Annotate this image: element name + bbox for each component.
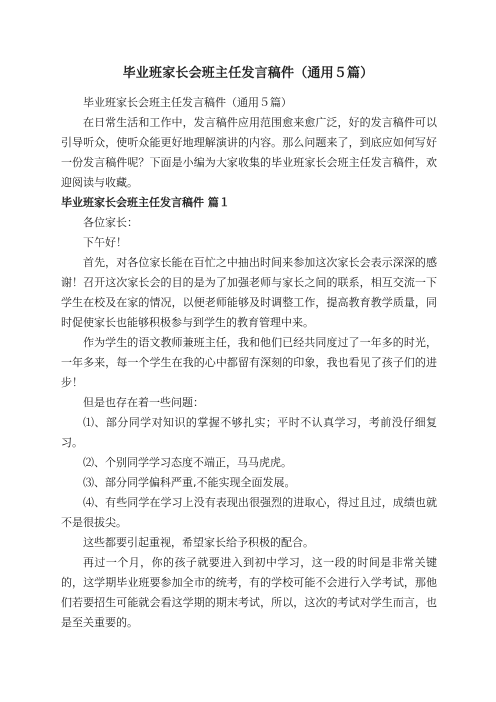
subtitle-paragraph: 毕业班家长会班主任发言稿件（通用５篇） — [83, 96, 292, 109]
salutation: 各位家长： — [83, 216, 138, 229]
body-paragraph: 作为学生的语文教师兼班主任，我和他们已经共同度过了一年多的时光，一年多来，每一个学生在我的心中都留有深刻的印象，我也看见了孩子们的进步！ — [61, 336, 437, 389]
body-paragraph: 但是也存在着一些问题： — [83, 396, 204, 409]
document-title: 毕业班家长会班主任发言稿件（通用５篇） — [122, 66, 374, 81]
body-paragraph: 再过一个月，你的孩子就要进入到初中学习，这一段的时间是非常关键的，这学期毕业班要参加全市的统考，有的学校可能不会进行入学考试，那他们若要招生可能就会看这学期的期末考试，所以，这次的考试对学生而言，也是至关重要的。 — [61, 556, 437, 629]
document-body — [61, 93, 437, 633]
body-paragraph: 首先，对各位家长能在百忙之中抽出时间来参加这次家长会表示深深的感谢！召开这次家长会的目的是为了加强老师与家长之间的联系，相互交流一下学生在校及在家的情况，以便老师能够及时调整工作，提高教育教学质量，同时促使家长也能够积极参与到学生的教育管理中来。 — [61, 256, 437, 329]
greeting: 下午好！ — [83, 236, 127, 249]
problem-item: ⑴、部分同学对知识的掌握不够扎实；平时不认真学习，考前没仔细复习。 — [61, 416, 437, 449]
section-heading: 毕业班家长会班主任发言稿件 篇１ — [61, 196, 230, 209]
body-paragraph: 这些都要引起重视，希望家长给予积极的配合。 — [83, 536, 314, 549]
problem-item: ⑶、部分同学偏科严重,不能实现全面发展。 — [83, 476, 296, 489]
intro-paragraph: 在日常生活和工作中，发言稿件应用范围愈来愈广泛，好的发言稿件可以引导听众，使听众能更好地理解演讲的内容。那么问题来了，到底应如何写好一份发言稿件呢？下面是小编为大家收集的毕业班家长会班主任发言稿件，欢迎阅读与收藏。 — [61, 116, 437, 189]
problem-item: ⑵、个别同学学习态度不端正，马马虎虎。 — [83, 456, 292, 469]
problem-item: ⑷、有些同学在学习上没有表现出很强烈的进取心，得过且过，成绩也就不是很拔尖。 — [61, 496, 437, 529]
